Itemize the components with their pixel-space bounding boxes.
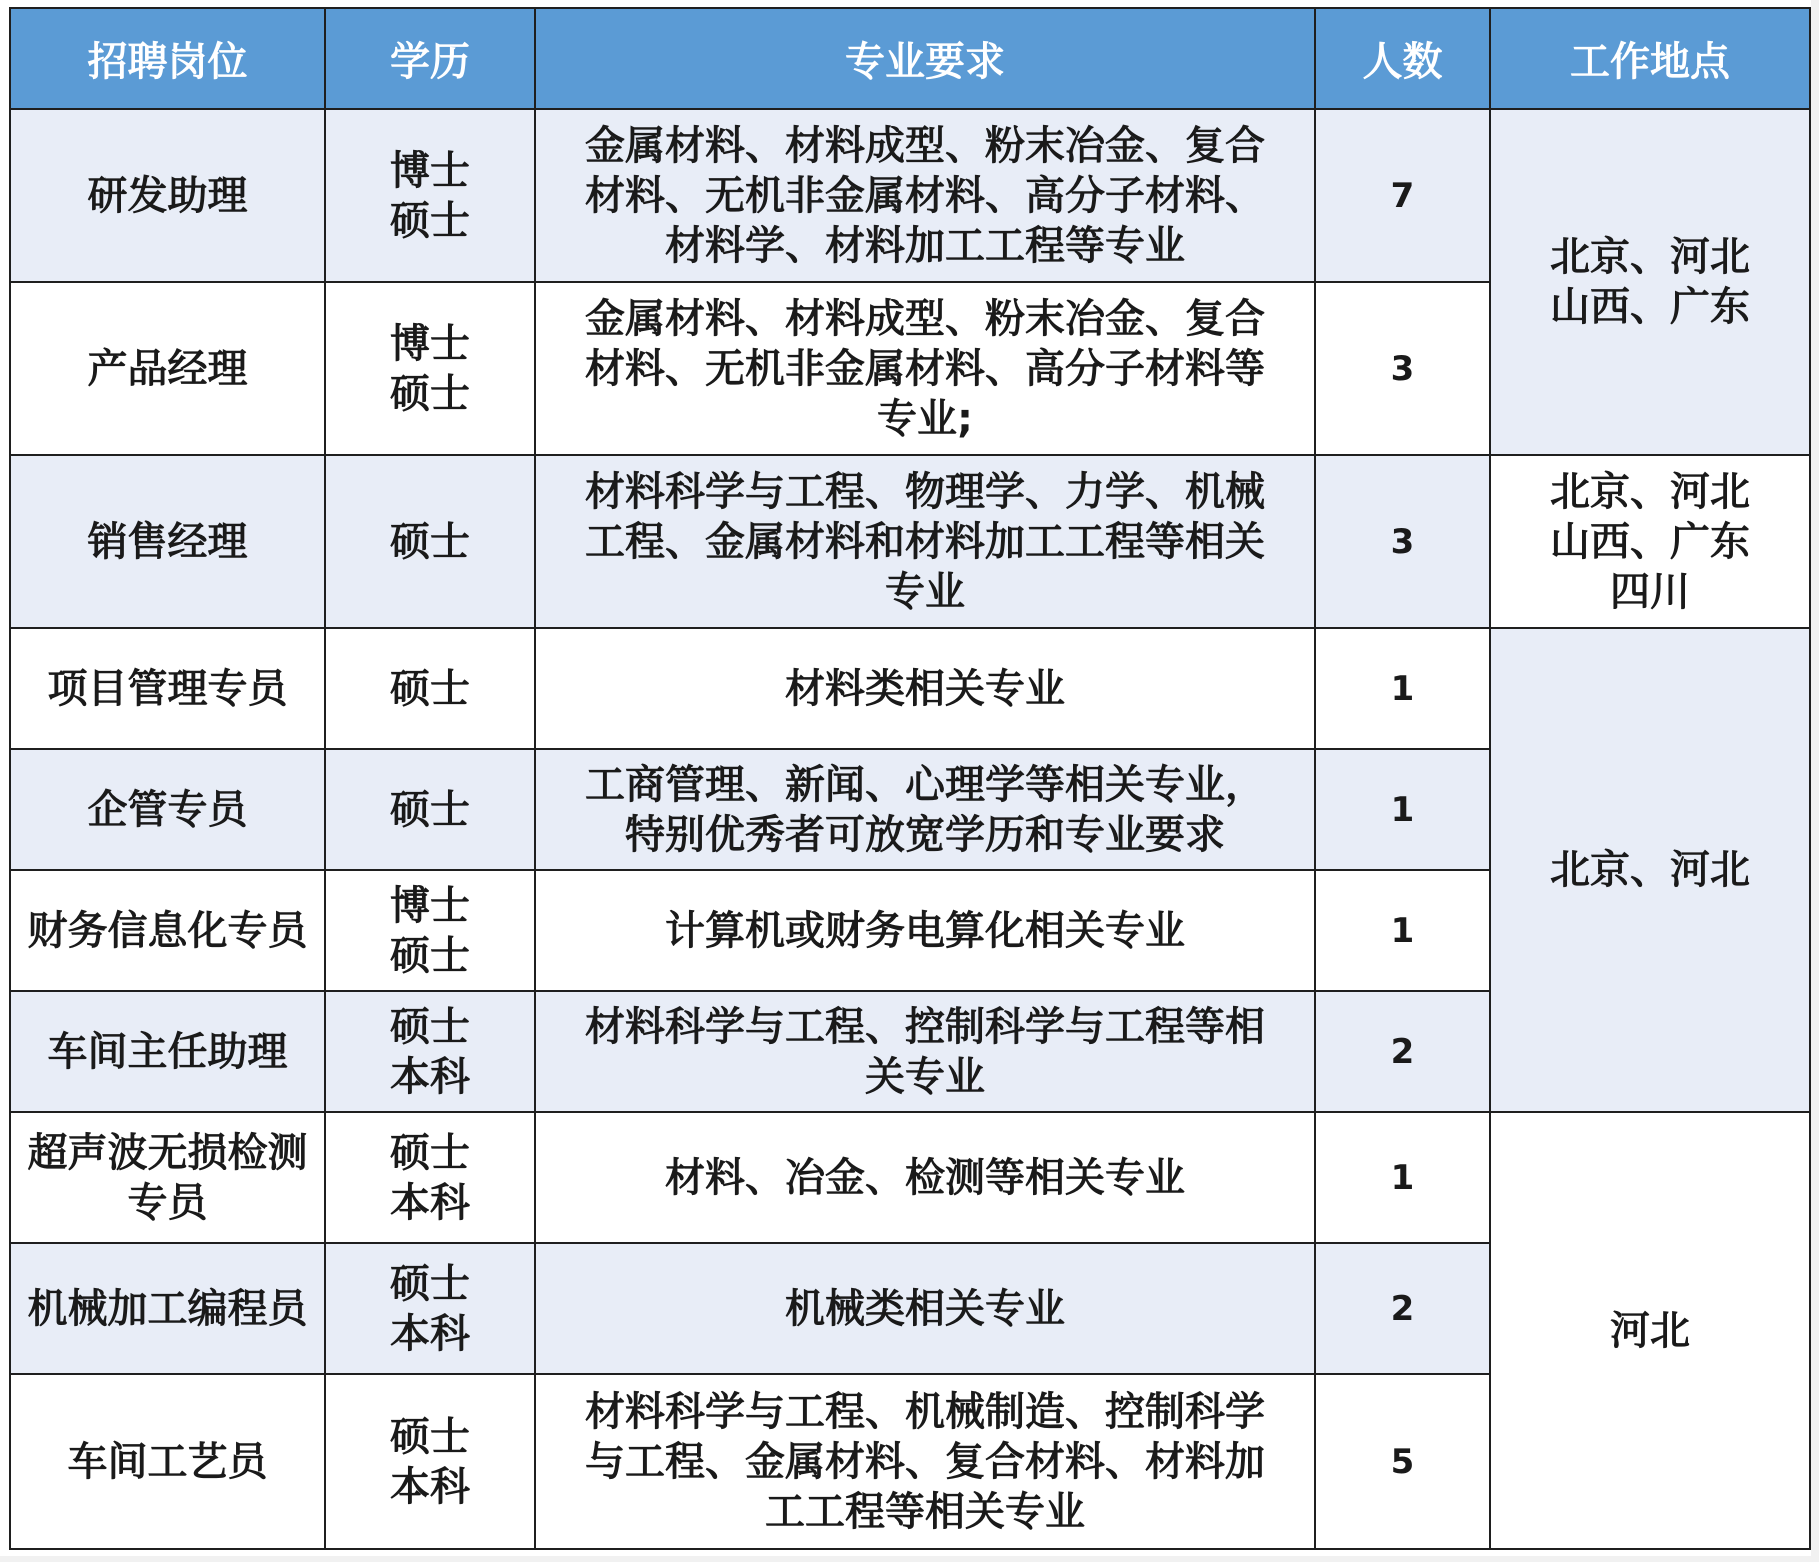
table-row [10, 1112, 1810, 1243]
major-line: 材料类相关专业 [785, 665, 1065, 712]
header-location: 工作地点 [1490, 8, 1810, 109]
position-line: 产品经理 [87, 345, 248, 392]
location-cell [1490, 455, 1810, 628]
education-cell [325, 109, 535, 282]
education-line: 硕士 [390, 932, 470, 979]
position-line: 项目管理专员 [47, 665, 288, 712]
major-line: 计算机或财务电算化相关专业 [665, 907, 1185, 954]
position-cell [10, 109, 325, 282]
education-line: 硕士 [390, 197, 470, 244]
header-major: 专业要求 [535, 8, 1315, 109]
position-cell [10, 870, 325, 991]
count-cell: 1 [1315, 1112, 1490, 1243]
education-line: 硕士 [390, 1129, 470, 1176]
major-line: 机械类相关专业 [785, 1285, 1065, 1332]
location-line: 山西、广东 [1550, 284, 1750, 330]
location-line: 北京、河北 [1550, 847, 1750, 893]
education-line: 硕士 [390, 518, 470, 565]
position-cell [10, 1374, 325, 1549]
major-line: 与工程、金属材料、复合材料、材料加 [585, 1438, 1265, 1485]
count-cell: 7 [1315, 109, 1490, 282]
education-line: 本科 [390, 1179, 470, 1226]
major-cell [535, 870, 1315, 991]
education-cell [325, 991, 535, 1112]
major-cell [535, 282, 1315, 455]
count-cell: 3 [1315, 282, 1490, 455]
location-line: 北京、河北 [1550, 234, 1750, 280]
major-line: 材料、无机非金属材料、高分子材料、 [585, 172, 1265, 219]
education-cell [325, 455, 535, 628]
header-position: 招聘岗位 [10, 8, 325, 109]
position-line: 专员 [127, 1179, 208, 1226]
major-cell [535, 749, 1315, 870]
position-cell [10, 282, 325, 455]
education-line: 硕士 [390, 665, 470, 712]
table-header-row [10, 8, 1810, 109]
education-cell [325, 1243, 535, 1374]
position-line: 机械加工编程员 [27, 1285, 308, 1332]
education-line: 本科 [390, 1463, 470, 1510]
major-line: 专业 [885, 568, 965, 615]
count-cell: 1 [1315, 749, 1490, 870]
education-line: 博士 [390, 147, 470, 194]
location-line: 山西、广东 [1550, 518, 1750, 565]
position-line: 研发助理 [87, 172, 248, 219]
position-line: 车间工艺员 [67, 1438, 268, 1485]
education-line: 硕士 [390, 1260, 470, 1307]
count-cell: 1 [1315, 628, 1490, 749]
major-line: 材料、冶金、检测等相关专业 [665, 1154, 1185, 1201]
major-line: 专业; [877, 395, 973, 442]
position-cell [10, 628, 325, 749]
major-cell [535, 1374, 1315, 1549]
major-cell [535, 455, 1315, 628]
education-cell [325, 1112, 535, 1243]
location-line: 四川 [1610, 568, 1690, 615]
education-cell [325, 870, 535, 991]
education-line: 硕士 [390, 1003, 470, 1050]
position-line: 财务信息化专员 [27, 907, 308, 954]
position-cell [10, 991, 325, 1112]
position-line: 销售经理 [87, 518, 248, 565]
education-line: 硕士 [390, 1413, 470, 1460]
major-line: 关专业 [865, 1053, 985, 1100]
major-line: 材料、无机非金属材料、高分子材料等 [585, 345, 1265, 392]
location-cell [1490, 628, 1810, 1112]
education-line: 硕士 [390, 370, 470, 417]
count-cell: 2 [1315, 1243, 1490, 1374]
major-cell [535, 628, 1315, 749]
location-cell [1490, 1112, 1810, 1549]
count-cell: 1 [1315, 870, 1490, 991]
education-cell [325, 282, 535, 455]
major-line: 金属材料、材料成型、粉末冶金、复合 [585, 295, 1265, 342]
header-count: 人数 [1315, 8, 1490, 109]
table-row [10, 628, 1810, 749]
position-line: 超声波无损检测 [27, 1129, 308, 1176]
position-cell [10, 455, 325, 628]
count-cell: 3 [1315, 455, 1490, 628]
major-line: 材料学、材料加工工程等专业 [665, 222, 1185, 269]
location-cell [1490, 109, 1810, 455]
header-education: 学历 [325, 8, 535, 109]
education-line: 博士 [390, 882, 470, 929]
position-cell [10, 749, 325, 870]
location-line: 北京、河北 [1550, 468, 1750, 515]
position-line: 企管专员 [87, 786, 248, 833]
major-line: 材料科学与工程、控制科学与工程等相 [585, 1003, 1265, 1050]
location-line: 河北 [1610, 1307, 1690, 1354]
major-cell [535, 109, 1315, 282]
major-line: 工工程等相关专业 [765, 1488, 1085, 1535]
education-line: 本科 [390, 1053, 470, 1100]
position-line: 车间主任助理 [47, 1028, 288, 1075]
table-row [10, 109, 1810, 282]
position-cell [10, 1112, 325, 1243]
major-line: 工程、金属材料和材料加工工程等相关 [585, 518, 1265, 565]
position-cell [10, 1243, 325, 1374]
education-cell [325, 1374, 535, 1549]
major-cell [535, 1243, 1315, 1374]
major-line: 工商管理、新闻、心理学等相关专业， [585, 761, 1265, 808]
major-line: 材料科学与工程、机械制造、控制科学 [585, 1388, 1265, 1435]
education-cell [325, 628, 535, 749]
count-cell: 5 [1315, 1374, 1490, 1549]
major-line: 材料科学与工程、物理学、力学、机械 [585, 468, 1265, 515]
frame-edge-right [1811, 0, 1819, 1562]
education-line: 博士 [390, 320, 470, 367]
major-cell [535, 1112, 1315, 1243]
recruitment-table [9, 7, 1811, 1550]
education-cell [325, 749, 535, 870]
major-line: 金属材料、材料成型、粉末冶金、复合 [585, 122, 1265, 169]
major-line: 特别优秀者可放宽学历和专业要求 [625, 811, 1225, 858]
major-cell [535, 991, 1315, 1112]
education-line: 本科 [390, 1310, 470, 1357]
count-cell: 2 [1315, 991, 1490, 1112]
table-row [10, 455, 1810, 628]
education-line: 硕士 [390, 786, 470, 833]
frame-edge-bottom [0, 1556, 1819, 1562]
